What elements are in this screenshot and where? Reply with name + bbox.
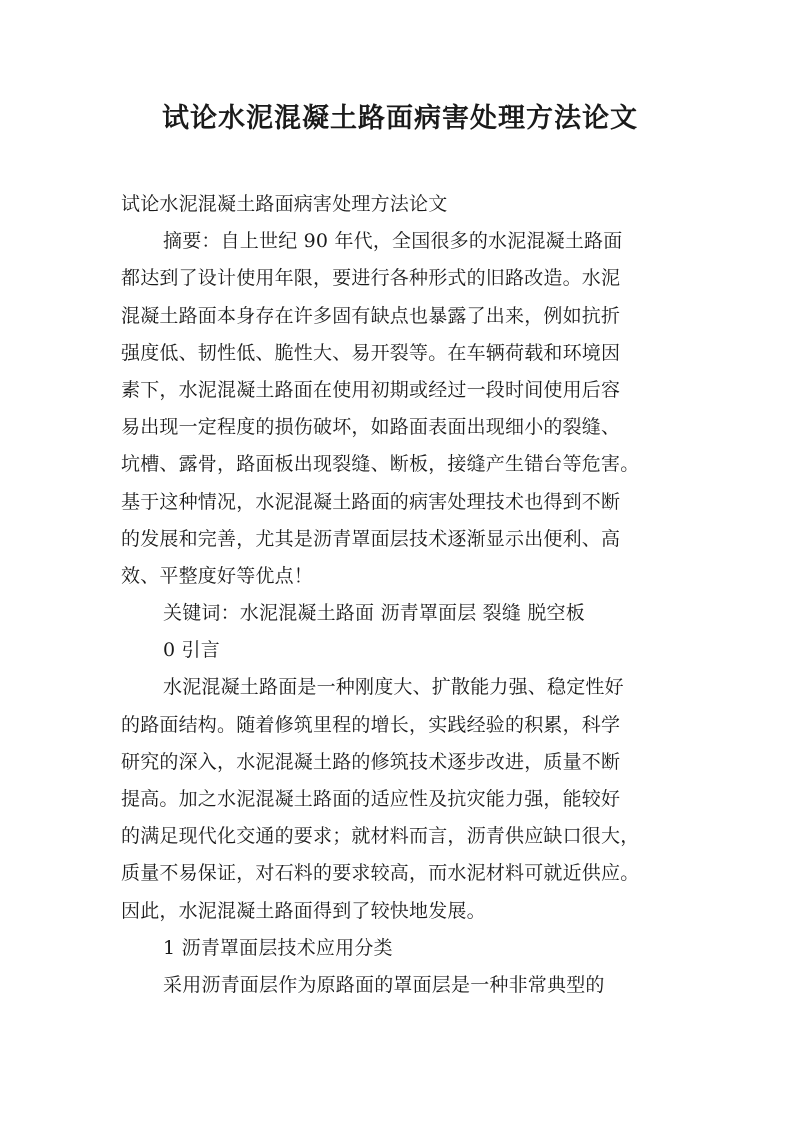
text-line: 质量不易保证，对石料的要求较高，而水泥材料可就近供应。 (121, 862, 640, 885)
text-line: 坑槽、露骨，路面板出现裂缝、断板，接缝产生错台等危害。 (121, 453, 640, 476)
text-line: 基于这种情况，水泥混凝土路面的病害处理技术也得到不断 (121, 490, 621, 513)
text-line: 混凝土路面本身存在许多固有缺点也暴露了出来，例如抗折 (121, 304, 621, 327)
text-line: 1 沥青罩面层技术应用分类 (163, 936, 393, 959)
text-line: 0 引言 (163, 639, 220, 662)
text-line: 效、平整度好等优点！ (121, 564, 314, 587)
text-line: 关键词：水泥混凝土路面 沥青罩面层 裂缝 脱空板 (163, 602, 585, 625)
text-line: 因此，水泥混凝土路面得到了较快地发展。 (121, 899, 486, 922)
text-line: 提高。加之水泥混凝土路面的适应性及抗灾能力强，能较好 (121, 788, 621, 810)
text-line: 水泥混凝土路面是一种刚度大、扩散能力强、稳定性好 (163, 676, 624, 699)
text-line: 素下，水泥混凝土路面在使用初期或经过一段时间使用后容 (121, 378, 621, 401)
text-line: 易出现一定程度的损伤破坏，如路面表面出现细小的裂缝、 (121, 416, 621, 439)
document-title: 试论水泥混凝土路面病害处理方法论文 (162, 103, 638, 134)
text-line: 采用沥青面层作为原路面的罩面层是一种非常典型的 (163, 973, 605, 996)
text-line: 强度低、韧性低、脆性大、易开裂等。在车辆荷载和环境因 (121, 341, 621, 364)
text-line: 研究的深入，水泥混凝土路的修筑技术逐步改进，质量不断 (121, 750, 621, 773)
text-line: 的满足现代化交通的要求；就材料而言，沥青供应缺口很大， (121, 825, 640, 848)
text-line: 试论水泥混凝土路面病害处理方法论文 (121, 193, 448, 215)
text-line: 摘要：自上世纪 90 年代，全国很多的水泥混凝土路面 (163, 230, 623, 253)
text-line: 的发展和完善，尤其是沥青罩面层技术逐渐显示出便利、高 (121, 527, 621, 550)
document-body (121, 186, 693, 1004)
text-line: 都达到了设计使用年限，要进行各种形式的旧路改造。水泥 (121, 267, 621, 290)
text-line: 的路面结构。随着修筑里程的增长，实践经验的积累，科学 (121, 713, 621, 736)
